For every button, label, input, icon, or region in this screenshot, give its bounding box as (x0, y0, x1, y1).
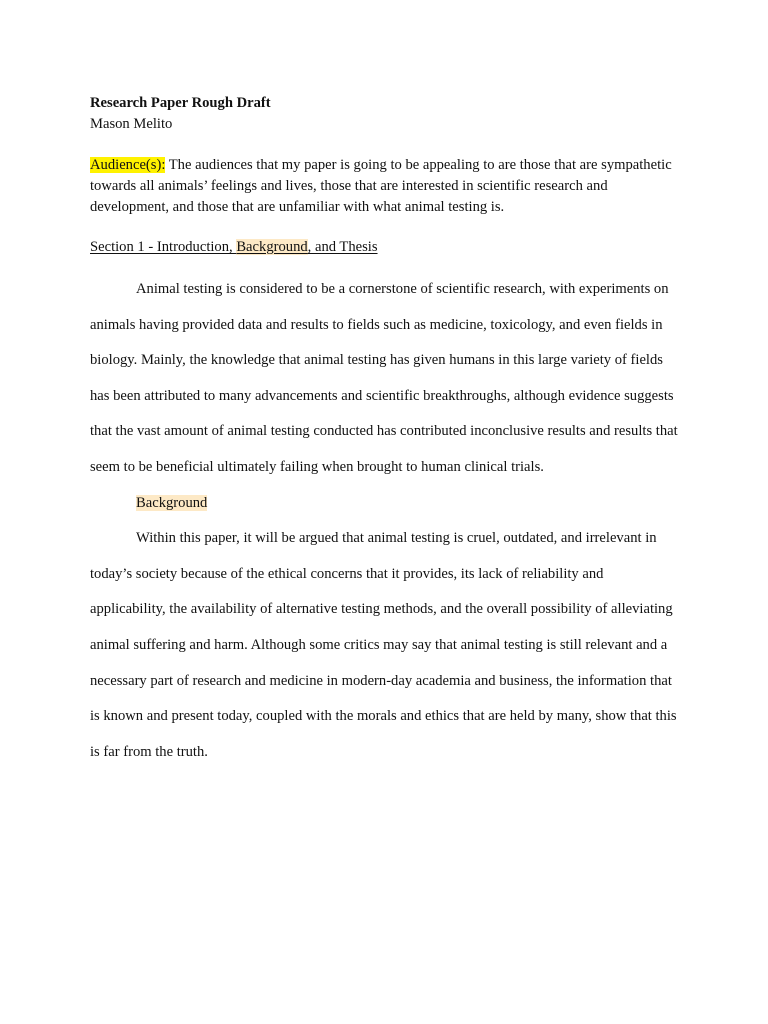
section-heading-prefix: Section 1 - Introduction, (90, 239, 237, 255)
background-subheading-text: Background (136, 494, 208, 511)
thesis-paragraph: Within this paper, it will be argued that animal testing is cruel, outdated, and irrelevant in today’s society because of the ethical concerns that it provides, its lack of reliability and applicability, the availability of alternative testing methods, and the overall possibility of alleviating animal suffering and harm. Although some critics may say that animal testing is still relevant and a necessary part of research and medicine in modern-day academia and business, the information that is known and present today, coupled with the morals and ethics that are held by many, show that this is far from the truth. (90, 530, 677, 760)
audience-label: Audience(s): (90, 157, 166, 173)
introduction-paragraph: Animal testing is considered to be a cornerstone of scientific research, with experiments on animals having provided data and results to fields such as medicine, toxicology, and even fields in biology. Mainly, the knowledge that animal testing has given humans in this large variety of fields has been attributed to many advancements and scientific breakthroughs, although evidence suggests that the vast amount of animal testing conducted has contributed inconclusive results and results that seem to be beneficial ultimately failing when brought to human clinical trials. (90, 281, 678, 475)
section-heading (90, 237, 680, 258)
section-heading-highlight: Background (236, 239, 308, 255)
document-title: Research Paper Rough Draft (90, 95, 271, 111)
audience-text: The audiences that my paper is going to be appealing to are those that are sympathetic towards all animals’ feelings and lives, those that are interested in scientific research and development, and those that are unfamiliar with what animal testing is. (90, 157, 672, 215)
background-subheading (90, 486, 680, 522)
document-author: Mason Melito (90, 116, 173, 132)
section-heading-suffix: , and Thesis (307, 239, 378, 255)
audience-paragraph (90, 155, 680, 218)
